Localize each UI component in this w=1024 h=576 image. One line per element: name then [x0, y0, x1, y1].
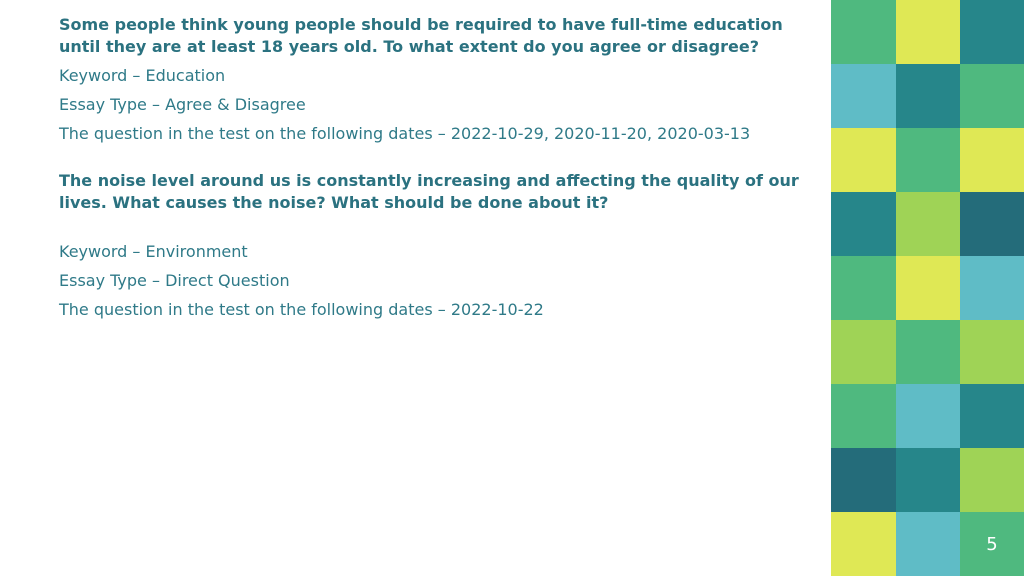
- mosaic-tile: [896, 384, 960, 448]
- question-2-dates: The question in the test on the following dates – 2022-10-22: [59, 300, 544, 319]
- mosaic-tile: [960, 256, 1024, 320]
- mosaic-tile: [831, 0, 896, 64]
- question-2-details: [59, 237, 799, 324]
- question-2-essay-type: Essay Type – Direct Question: [59, 271, 290, 290]
- mosaic-tile: [960, 64, 1024, 128]
- mosaic-tile: [831, 256, 896, 320]
- mosaic-tile: [896, 320, 960, 384]
- mosaic-tile: [831, 384, 896, 448]
- mosaic-tile: [896, 64, 960, 128]
- mosaic-tile: [831, 320, 896, 384]
- page-number: 5: [986, 533, 998, 555]
- slide-content: [59, 14, 799, 324]
- mosaic-tile: [896, 192, 960, 256]
- mosaic-tile: [896, 512, 960, 576]
- mosaic-tile: [960, 448, 1024, 512]
- mosaic-tile: [831, 512, 896, 576]
- mosaic-tile: [896, 128, 960, 192]
- mosaic-tile: [831, 448, 896, 512]
- question-1-keyword: Keyword – Education: [59, 66, 226, 85]
- mosaic-tile: [960, 320, 1024, 384]
- mosaic-tile: [960, 128, 1024, 192]
- mosaic-tile: [831, 128, 896, 192]
- question-1-text: Some people think young people should be required to have full-time education until they are at least 18 years old. To what extent do you agree or disagree?: [59, 15, 783, 56]
- mosaic-tile: [896, 0, 960, 64]
- decorative-tile-mosaic: [831, 0, 1024, 576]
- mosaic-tile: [831, 192, 896, 256]
- mosaic-tile: [896, 448, 960, 512]
- question-1-details: [59, 61, 799, 148]
- mosaic-tile: [960, 384, 1024, 448]
- mosaic-tile: [960, 0, 1024, 64]
- mosaic-tile: [831, 64, 896, 128]
- question-2-keyword: Keyword – Environment: [59, 242, 248, 261]
- mosaic-tile: [896, 256, 960, 320]
- question-1-essay-type: Essay Type – Agree & Disagree: [59, 95, 306, 114]
- question-1-dates: The question in the test on the following dates – 2022-10-29, 2020-11-20, 2020-03-13: [59, 124, 751, 143]
- question-2-text: The noise level around us is constantly increasing and affecting the quality of our lives. What causes the noise? What should be done about it?: [59, 171, 799, 212]
- mosaic-tile: [960, 192, 1024, 256]
